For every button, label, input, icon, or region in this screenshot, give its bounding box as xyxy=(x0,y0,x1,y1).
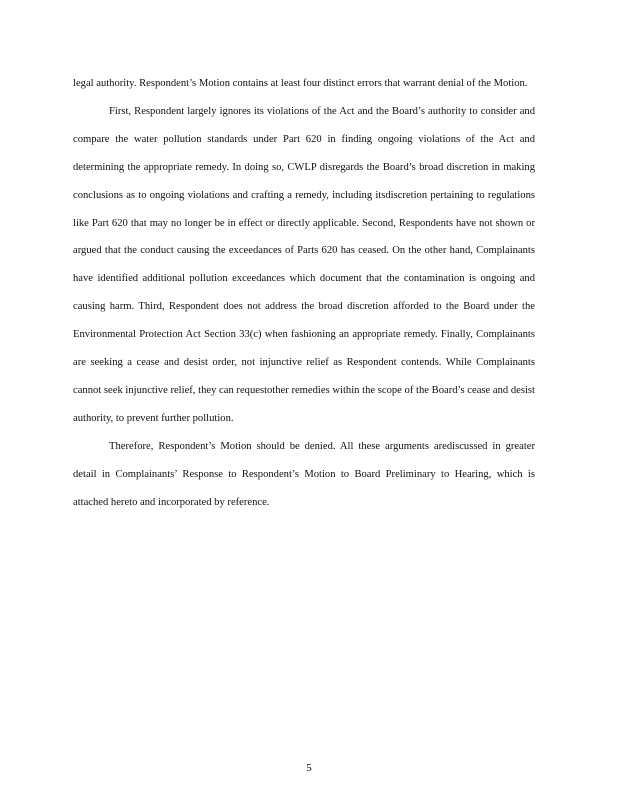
document-body xyxy=(73,70,535,517)
paragraph-errors: First, Respondent largely ignores its violations of the Act and the Board’s authority to consider and compare the water pollution standards under Part 620 in finding ongoing violations of the Act and determining the appropriate remedy. In doing so, CWLP disregards the Board’s broad discretion in making conclusions as to ongoing violations and crafting a remedy, including itsdiscretion pertaining to regulations like Part 620 that may no longer be in effect or directly applicable. Second, Respondents have not shown or argued that the conduct causing the exceedances of Parts 620 has ceased. On the other hand, Complainants have identified additional pollution exceedances which document that the contamination is ongoing and causing harm. Third, Respondent does not address the broad discretion afforded to the Board under the Environmental Protection Act Section 33(c) when fashioning an appropriate remedy. Finally, Complainants are seeking a cease and desist order, not injunctive relief as Respondent contends. While Complainants cannot seek injunctive relief, they can requestother remedies within the scope of the Board’s cease and desist authority, to prevent further pollution. xyxy=(73,105,535,424)
paragraph-continuation: legal authority. Respondent’s Motion contains at least four distinct errors that warrant denial of the Motion. xyxy=(73,78,528,89)
page-number: 5 xyxy=(306,762,312,774)
paragraph-conclusion: Therefore, Respondent’s Motion should be denied. All these arguments arediscussed in greater detail in Complainants’ Response to Respondent’s Motion to Board Preliminary to Hearing, which is attached hereto and incorporated by reference. xyxy=(73,440,535,508)
